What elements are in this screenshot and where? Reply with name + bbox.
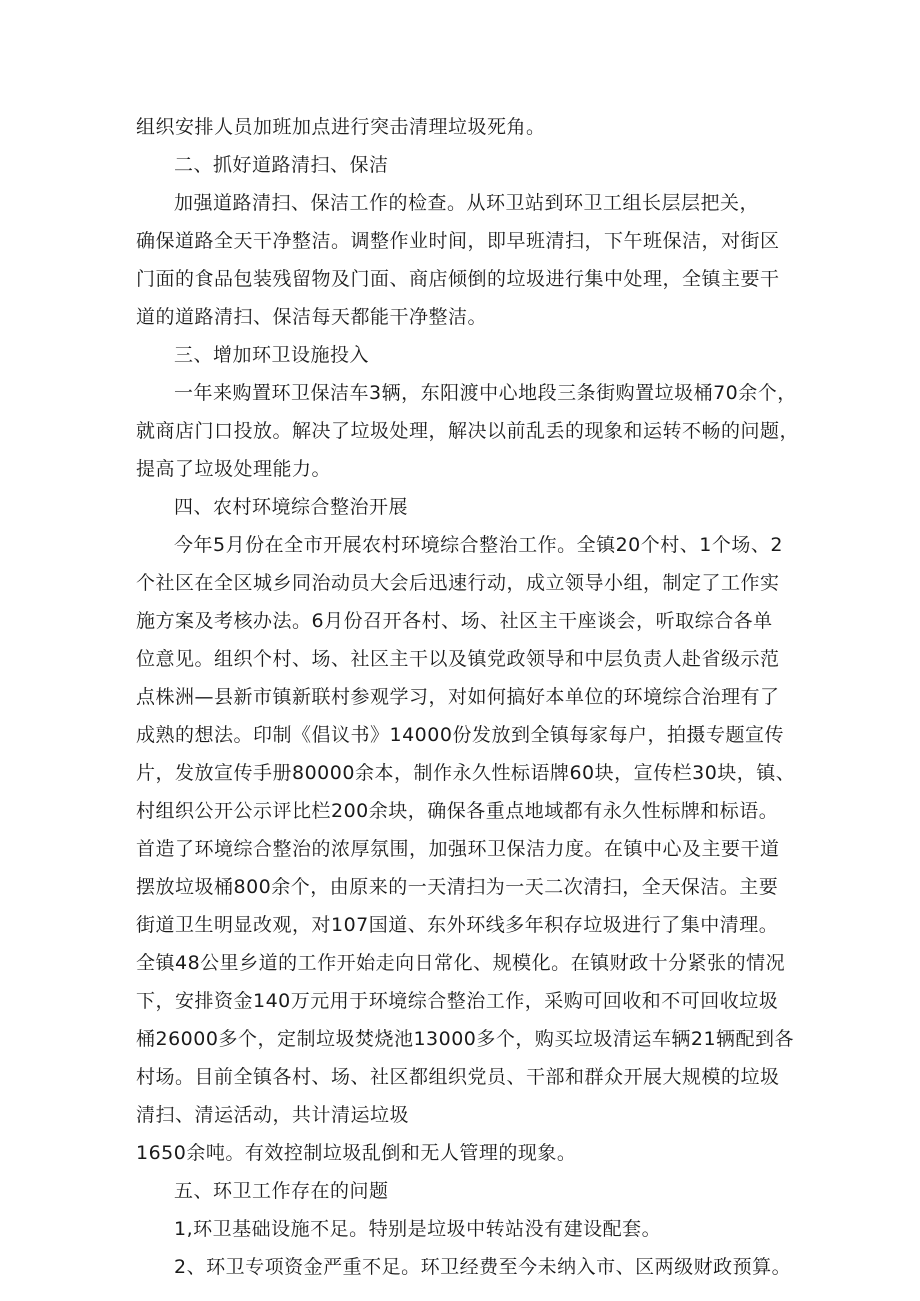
- paragraph-line: 确保道路全天干净整洁。调整作业时间，即早班清扫，下午班保洁，对街区: [136, 230, 780, 252]
- paragraph-line: 组织安排人员加班加点进行突击清理垃圾死角。: [136, 116, 546, 138]
- paragraph-line: 就商店门口投放。解决了垃圾处理，解决以前乱丢的现象和运转不畅的问题，: [136, 420, 800, 442]
- paragraph-line: 成熟的想法。印制《倡议书》14000份发放到全镇每家每户，拍摄专题宣传: [136, 724, 784, 746]
- paragraph-line: 首造了环境综合整治的浓厚氛围，加强环卫保洁力度。在镇中心及主要干道: [136, 838, 780, 860]
- document-body: [136, 108, 800, 1286]
- paragraph-line: 桶26000多个，定制垃圾焚烧池13000多个，购买垃圾清运车辆21辆配到各: [136, 1028, 795, 1050]
- paragraph-line-indented: 五、环卫工作存在的问题: [174, 1180, 389, 1202]
- paragraph-line: 提高了垃圾处理能力。: [136, 458, 332, 480]
- paragraph-line: 摆放垃圾桶800余个，由原来的一天清扫为一天二次清扫，全天保洁。主要: [136, 876, 779, 898]
- paragraph-line: 街道卫生明显改观，对107国道、东外环线多年积存垃圾进行了集中清理。: [136, 914, 779, 936]
- paragraph-line-indented: 一年来购置环卫保洁车3辆，东阳渡中心地段三条街购置垃圾桶70余个，: [174, 382, 797, 404]
- paragraph-line: 施方案及考核办法。6月份召开各村、场、社区主干座谈会，听取综合各单: [136, 610, 773, 632]
- paragraph-line: 门面的食品包装残留物及门面、商店倾倒的垃圾进行集中处理，全镇主要干: [136, 268, 780, 290]
- paragraph-line-indented: 四、农村环境综合整治开展: [174, 496, 409, 518]
- paragraph-line-indented: 加强道路清扫、保洁工作的检查。从环卫站到环卫工组长层层把关，: [174, 192, 760, 214]
- paragraph-line-indented: 三、增加环卫设施投入: [174, 344, 370, 366]
- paragraph-line-indented: 二、抓好道路清扫、保洁: [174, 154, 389, 176]
- paragraph-line: 个社区在全区城乡同治动员大会后迅速行动，成立领导小组，制定了工作实: [136, 572, 780, 594]
- paragraph-line-indented: 1,环卫基础设施不足。特别是垃圾中转站没有建设配套。: [174, 1218, 662, 1240]
- paragraph-line-indented: 2、环卫专项资金严重不足。环卫经费至今未纳入市、区两级财政预算。: [174, 1256, 792, 1278]
- paragraph-line: 片，发放宣传手册80000余本，制作永久性标语牌60块，宣传栏30块，镇、: [136, 762, 796, 784]
- paragraph-line: 村组织公开公示评比栏200余块，确保各重点地域都有永久性标牌和标语。: [136, 800, 779, 822]
- paragraph-line: 道的道路清扫、保洁每天都能干净整洁。: [136, 306, 488, 328]
- paragraph-line: 清扫、清运活动，共计清运垃圾: [136, 1104, 410, 1126]
- paragraph-line: 1650余吨。有效控制垃圾乱倒和无人管理的现象。: [136, 1142, 577, 1164]
- paragraph-line: 全镇48公里乡道的工作开始走向日常化、规模化。在镇财政十分紧张的情况: [136, 952, 786, 974]
- paragraph-line: 位意见。组织个村、场、社区主干以及镇党政领导和中层负责人赴省级示范: [136, 648, 780, 670]
- paragraph-line-indented: 今年5月份在全市开展农村环境综合整治工作。全镇20个村、1个场、2: [174, 534, 783, 556]
- paragraph-line: 下，安排资金140万元用于环境综合整治工作，采购可回收和不可回收垃圾: [136, 990, 779, 1012]
- paragraph-line: 村场。目前全镇各村、场、社区都组织党员、干部和群众开展大规模的垃圾: [136, 1066, 780, 1088]
- paragraph-line: 点株洲—县新市镇新联村参观学习，对如何搞好本单位的环境综合治理有了: [136, 686, 780, 708]
